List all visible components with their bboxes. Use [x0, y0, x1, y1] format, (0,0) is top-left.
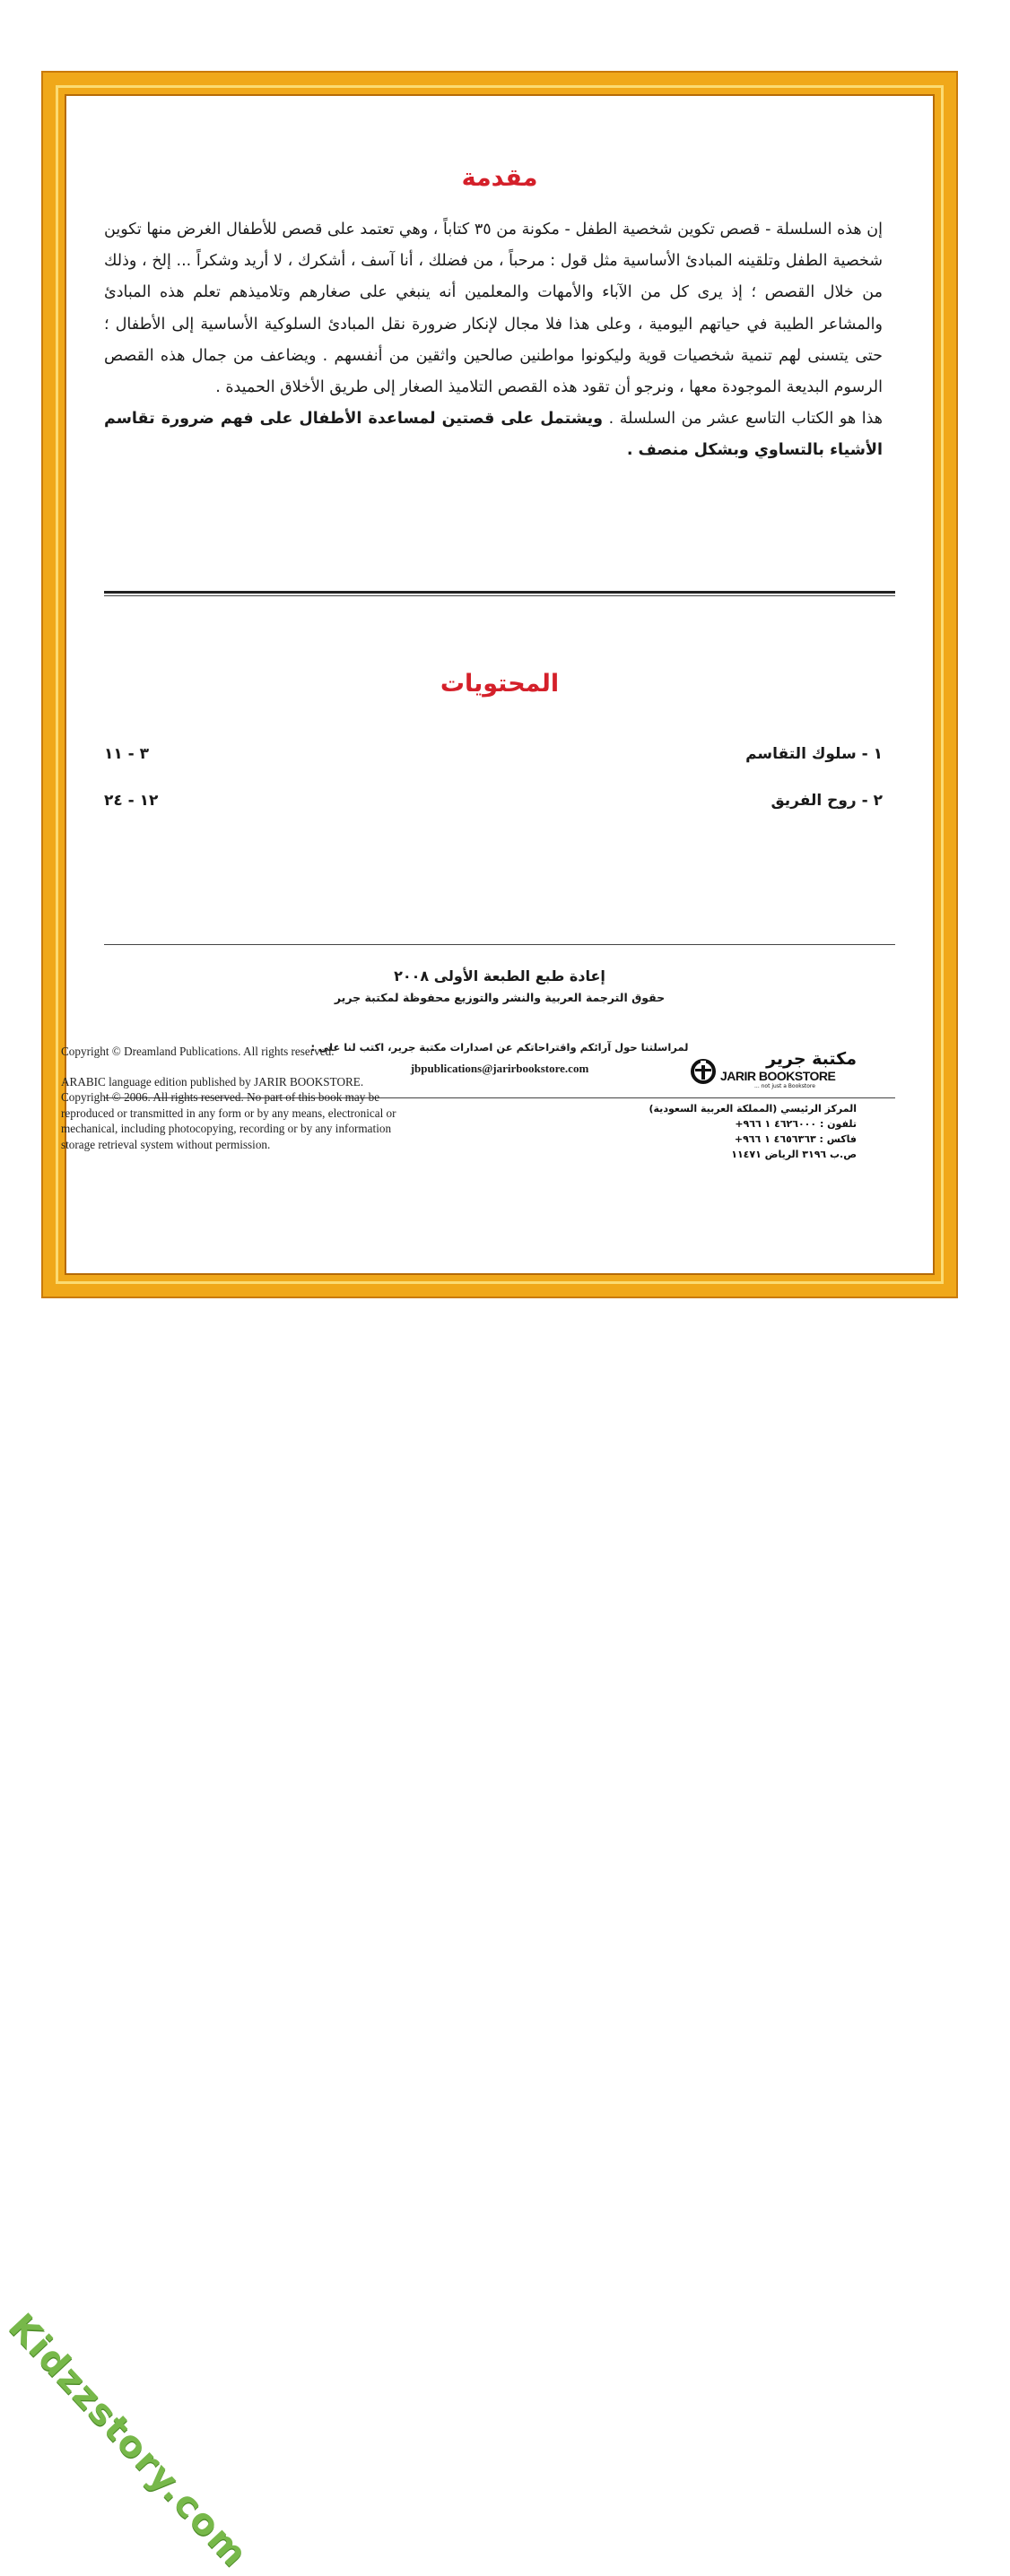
publisher-hq: المركز الرئيسي (المملكة العربية السعودية) — [649, 1103, 857, 1115]
imprint-divider — [104, 944, 895, 945]
intro-paragraph-2-plain: هذا هو الكتاب التاسع عشر من السلسلة . — [608, 410, 883, 429]
intro-paragraph-2-bold: ويشتمل على قصتين لمساعدة الأطفال على فهم ضرورة تقاسم الأشياء بالتساوي وبشكل منصف . — [104, 410, 883, 460]
site-watermark: Kidzzstory.com — [0, 2306, 257, 2576]
jarir-logo-icon — [690, 1058, 717, 1085]
copyright-line: Copyright © Dreamland Publications. All rights reserved. — [61, 1045, 335, 1058]
contents-heading: المحتويات — [440, 670, 560, 698]
copyright-notice-line: mechanical, including photocopying, recording or by any information — [61, 1122, 392, 1136]
publisher-tagline: ... not just a Bookstore — [754, 1083, 815, 1089]
toc-item — [104, 792, 883, 819]
contact-line: لمراسلتنا حول آرائكم واقتراحاتكم عن اصدارات مكتبة جرير، اكتب لنا على : — [310, 1041, 689, 1054]
rights-line: حقوق الترجمة العربية والنشر والتوزيع محفوظة لمكتبة جرير — [334, 991, 666, 1004]
publisher-name-english: JARIR BOOKSTORE — [720, 1069, 836, 1083]
publisher-contact-lines — [649, 1101, 857, 1162]
intro-text — [104, 214, 883, 467]
section-divider-thin — [104, 595, 895, 596]
copyright-notice-line: storage retrieval system without permission. — [61, 1137, 271, 1151]
intro-paragraph-1: إن هذه السلسلة - قصص تكوين شخصية الطفل - مكونة من ٣٥ كتاباً ، وهي تعتمد على قصص للأطفال الغرض منها تكوين شخصية الطفل وتلقينه المبادئ الأساسية مثل قول : مرحباً ، من فضلك ، أنا آسف ، أشكرك ، لا أريد وشكراً ... إلخ ، وذلك من خلال القصص ؛ إذ يرى كل من الآباء والأمهات والمعلمين أنه ينبغي على صغارهم وتلاميذهم تعلم هذه المبادئ والمشاعر الطيبة في حياتهم اليومية ، وعلى هذا فلا مجال لإنكار ضرورة نقل المبادئ السلوكية الأساسية إلى الأطفال ؛ حتى يتسنى لهم تنمية شخصيات قوية وليكونوا مواطنين صالحين واثقين من أنفسهم . ويضاعف من جمال هذه القصص الرسوم البديعة الموجودة معها ، ونرجو أن تقود هذه القصص التلاميذ الصغار إلى طريق الأخلاق الحميدة . — [104, 221, 883, 397]
toc-item-title: ١ - سلوك التقاسم — [745, 745, 883, 763]
intro-heading: مقدمة — [461, 164, 538, 192]
publisher-name-arabic: مكتبة جرير — [766, 1049, 857, 1069]
contact-email: jbpublications@jarirbookstore.com — [410, 1062, 589, 1075]
copyright-notice-line: Copyright © 2006. All rights reserved. No part of this book may be — [61, 1090, 380, 1105]
toc-item — [104, 745, 883, 772]
publisher-phone: تلفون : ٤٦٢٦٠٠٠ ١ ٩٦٦+ — [735, 1118, 857, 1130]
publisher-pobox: ص.ب ٣١٩٦ الرياض ١١٤٧١ — [731, 1149, 857, 1160]
publisher-logo — [668, 1049, 857, 1089]
section-divider — [104, 591, 895, 594]
reprint-line: إعادة طبع الطبعة الأولى ٢٠٠٨ — [394, 967, 605, 984]
copyright-notice-line: reproduced or transmitted in any form or by any means, electronical or — [61, 1106, 396, 1120]
edition-line: ARABIC language edition published by JARIR BOOKSTORE. — [61, 1074, 364, 1089]
toc-item-title: ٢ - روح الفريق — [771, 792, 883, 810]
copyright-block — [61, 1044, 456, 1153]
toc-item-pages: ١٢ - ٢٤ — [104, 792, 159, 810]
toc-item-pages: ٣ - ١١ — [104, 745, 150, 763]
publisher-fax: فاكس : ٤٦٥٦٣٦٣ ١ ٩٦٦+ — [734, 1133, 857, 1145]
